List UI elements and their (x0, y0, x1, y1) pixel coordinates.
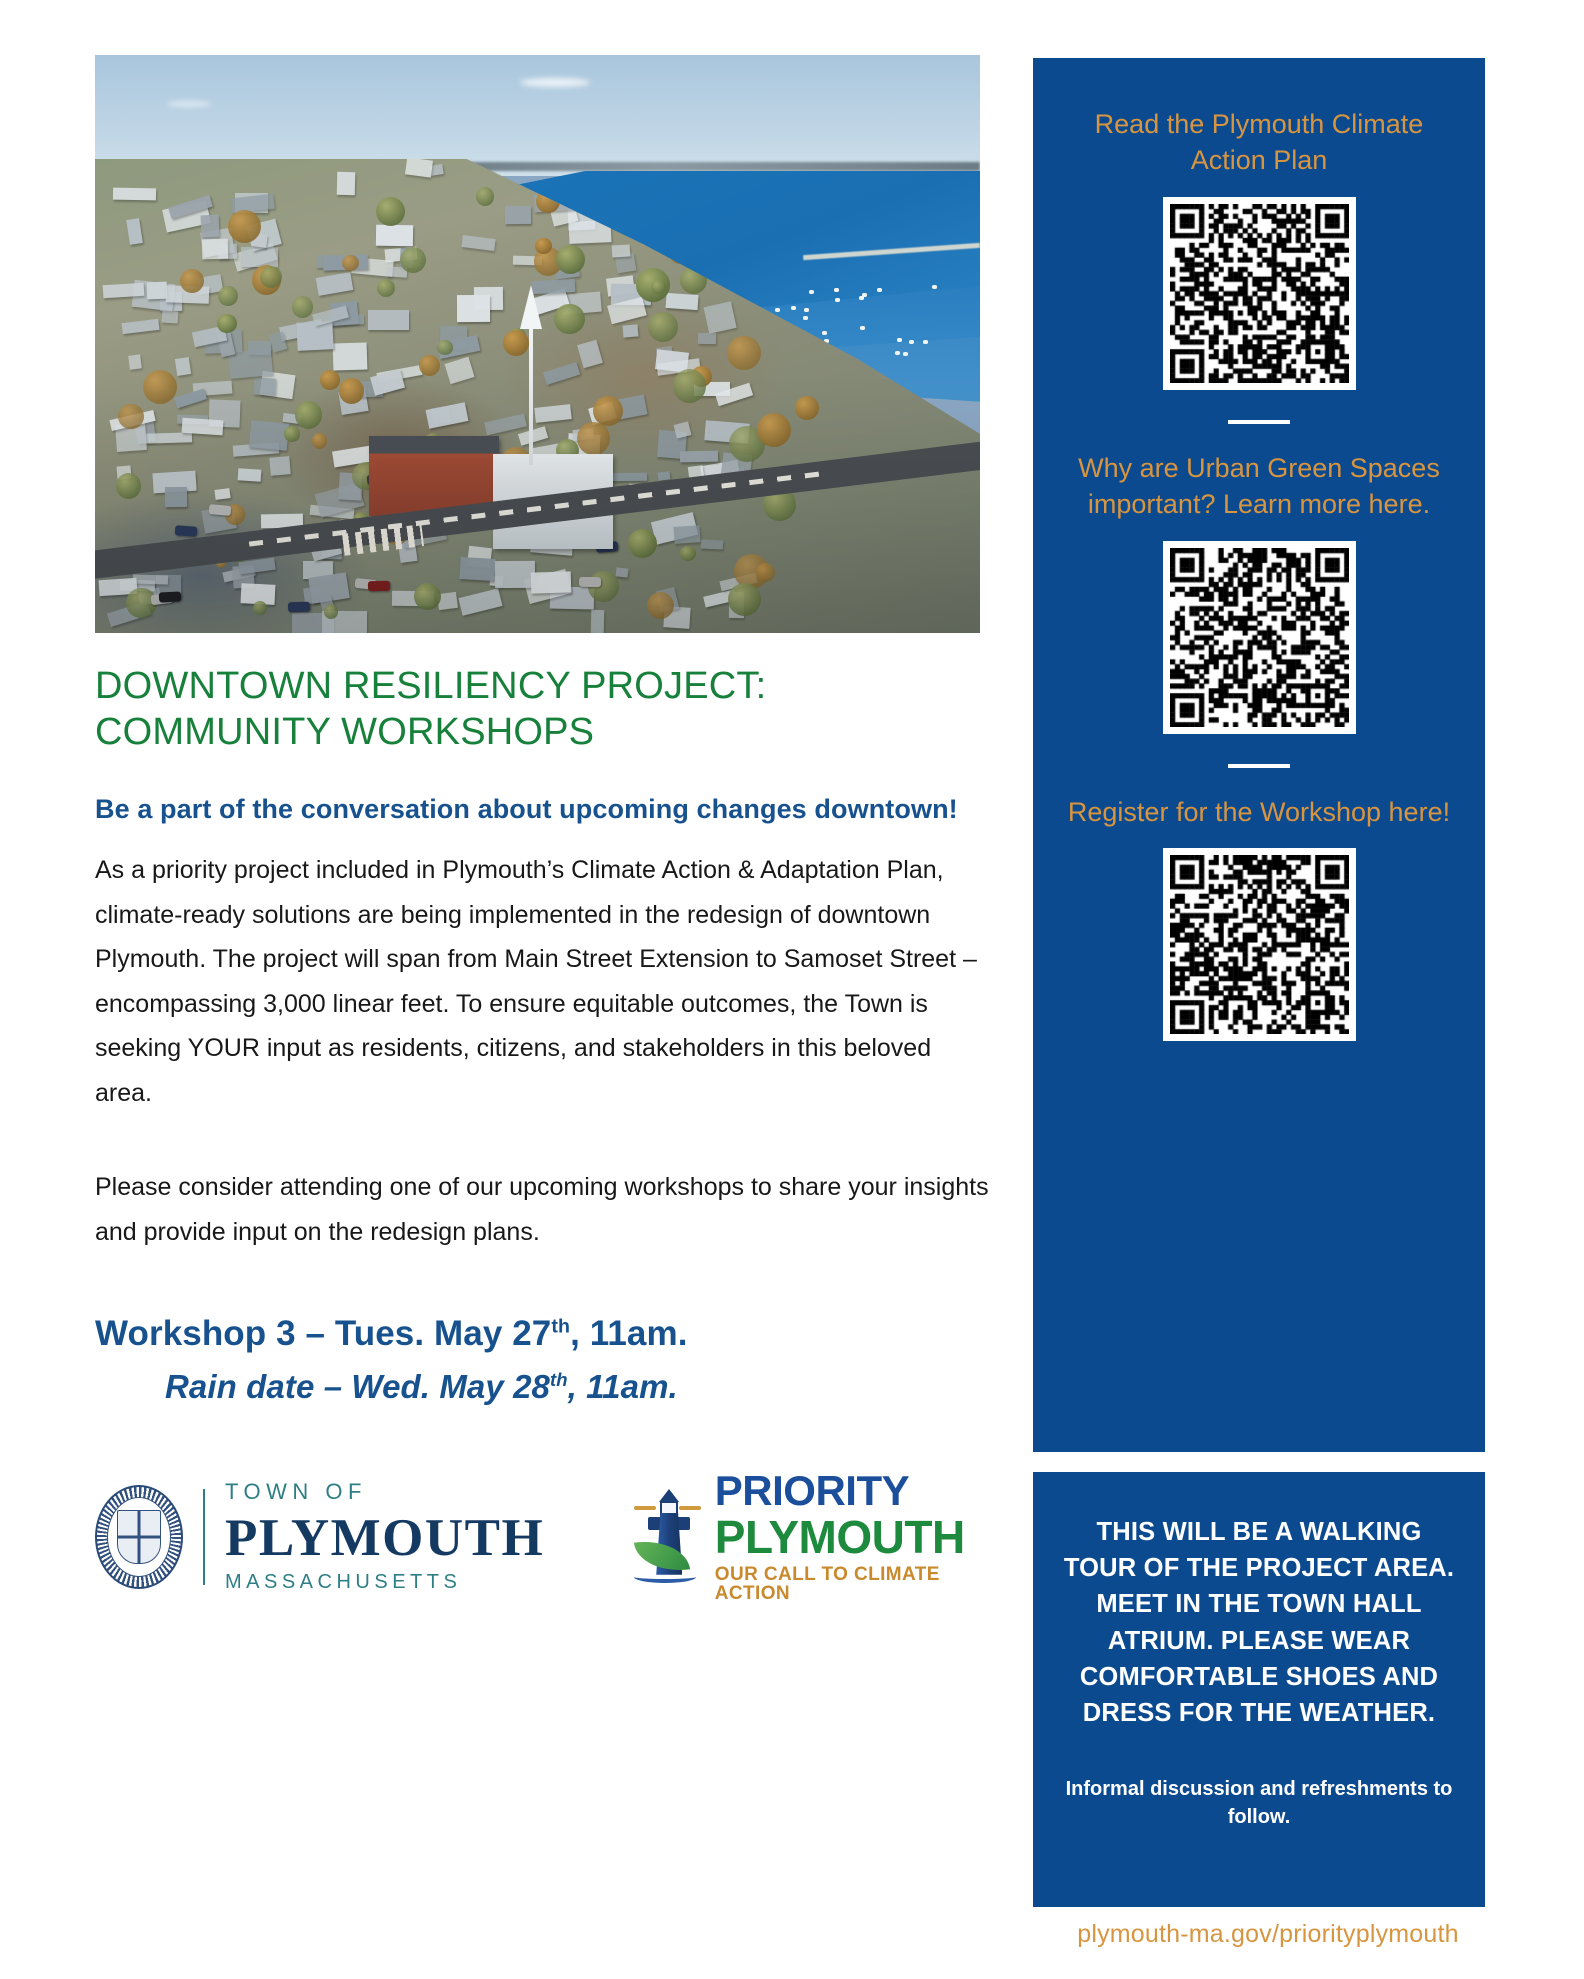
photo-vignette (95, 55, 980, 633)
page-title-line-1: DOWNTOWN RESILIENCY PROJECT: (95, 665, 767, 707)
rain-date-suffix: , 11am. (567, 1368, 678, 1406)
qr-code-canvas (1170, 204, 1349, 383)
qr-heading-climate-action-plan: Read the Plymouth Climate Action Plan (1094, 109, 1424, 176)
qr-code-canvas (1170, 548, 1349, 727)
lighthouse-icon (634, 1487, 701, 1587)
priority-logo-line-1: PRIORITY (714, 1467, 910, 1515)
qr-heading-register-workshop: Register for the Workshop here! (1067, 796, 1451, 827)
body-paragraph-1: As a priority project included in Plymouth’s Climate Action & Adaptation Plan, climate-ready solutions are being implemented in the redesign of downtown Plymouth. The project will span from Main Street Extension to Samoset Street – encompassing 3,000 linear feet. To ensure equitable outcomes, the Town is seeking YOUR input as residents, citizens, and stakeholders in this beloved area. (95, 856, 977, 1107)
qr-code-icon-register-workshop[interactable] (1163, 848, 1356, 1041)
priority-logo-tagline: OUR CALL TO CLIMATE ACTION (714, 1564, 940, 1605)
workshop-date (95, 1314, 1005, 1354)
wave-icon (634, 1571, 696, 1583)
town-of-plymouth-logo (95, 1481, 544, 1592)
qr-block-register-workshop[interactable] (1033, 794, 1485, 1041)
workshop-date-suffix: , 11am. (570, 1314, 688, 1354)
rain-date-ordinal: th (550, 1369, 568, 1391)
body-paragraph-2: Please consider attending one of our upcoming workshops to share your insights and provide input on the redesign plans. (95, 1173, 989, 1246)
sidebar-divider-2 (1228, 764, 1290, 768)
priority-plymouth-logo (634, 1467, 1005, 1605)
main-content-column (95, 55, 1005, 1603)
downtown-aerial-photo (95, 55, 980, 633)
rain-date-prefix: Rain date – Wed. May 28 (165, 1368, 550, 1406)
page-title (95, 663, 1005, 756)
walking-tour-notice-text: THIS WILL BE A WALKING TOUR OF THE PROJECT AREA. MEET IN THE TOWN HALL ATRIUM. PLEASE WEAR COMFORTABLE SHOES AND DRESS FOR THE WEATHER. (1063, 1518, 1455, 1728)
sidebar-divider-1 (1228, 420, 1290, 424)
lighthouse-beam-right-icon (679, 1506, 701, 1510)
town-logo-wordmark (225, 1481, 544, 1592)
qr-code-icon-urban-green-spaces[interactable] (1163, 541, 1356, 734)
qr-code-icon-climate-action-plan[interactable] (1163, 197, 1356, 390)
page-subheading: Be a part of the conversation about upcoming changes downtown! (95, 793, 958, 824)
town-logo-line-1: TOWN OF (225, 1479, 367, 1505)
page-title-line-2: COMMUNITY WORKSHOPS (95, 711, 595, 754)
footer-logos (95, 1467, 1005, 1605)
lighthouse-beam-left-icon (634, 1506, 656, 1510)
website-url[interactable]: plymouth-ma.gov/priorityplymouth (1077, 1920, 1459, 1948)
town-seal-shield-icon (117, 1510, 161, 1564)
refreshments-note: Informal discussion and refreshments to follow. (1065, 1778, 1453, 1829)
workshop-date-prefix: Workshop 3 – Tues. May 27 (95, 1314, 552, 1354)
qr-code-canvas (1170, 855, 1349, 1034)
priority-logo-wordmark (714, 1467, 1005, 1605)
logo-divider (203, 1489, 205, 1585)
town-logo-line-2: PLYMOUTH (225, 1509, 545, 1568)
qr-sidebar (1033, 58, 1485, 1452)
qr-block-urban-green-spaces[interactable] (1033, 450, 1485, 734)
qr-block-climate-action-plan[interactable] (1033, 58, 1485, 390)
town-logo-line-3: MASSACHUSETTS (225, 1571, 462, 1594)
qr-heading-urban-green-spaces: Why are Urban Green Spaces important? Learn more here. (1078, 452, 1440, 520)
town-seal-icon (95, 1485, 183, 1589)
walking-tour-notice (1033, 1472, 1485, 1907)
workshop-date-ordinal: th (551, 1315, 571, 1338)
rain-date (165, 1368, 1005, 1406)
priority-logo-line-2: PLYMOUTH (714, 1511, 965, 1564)
